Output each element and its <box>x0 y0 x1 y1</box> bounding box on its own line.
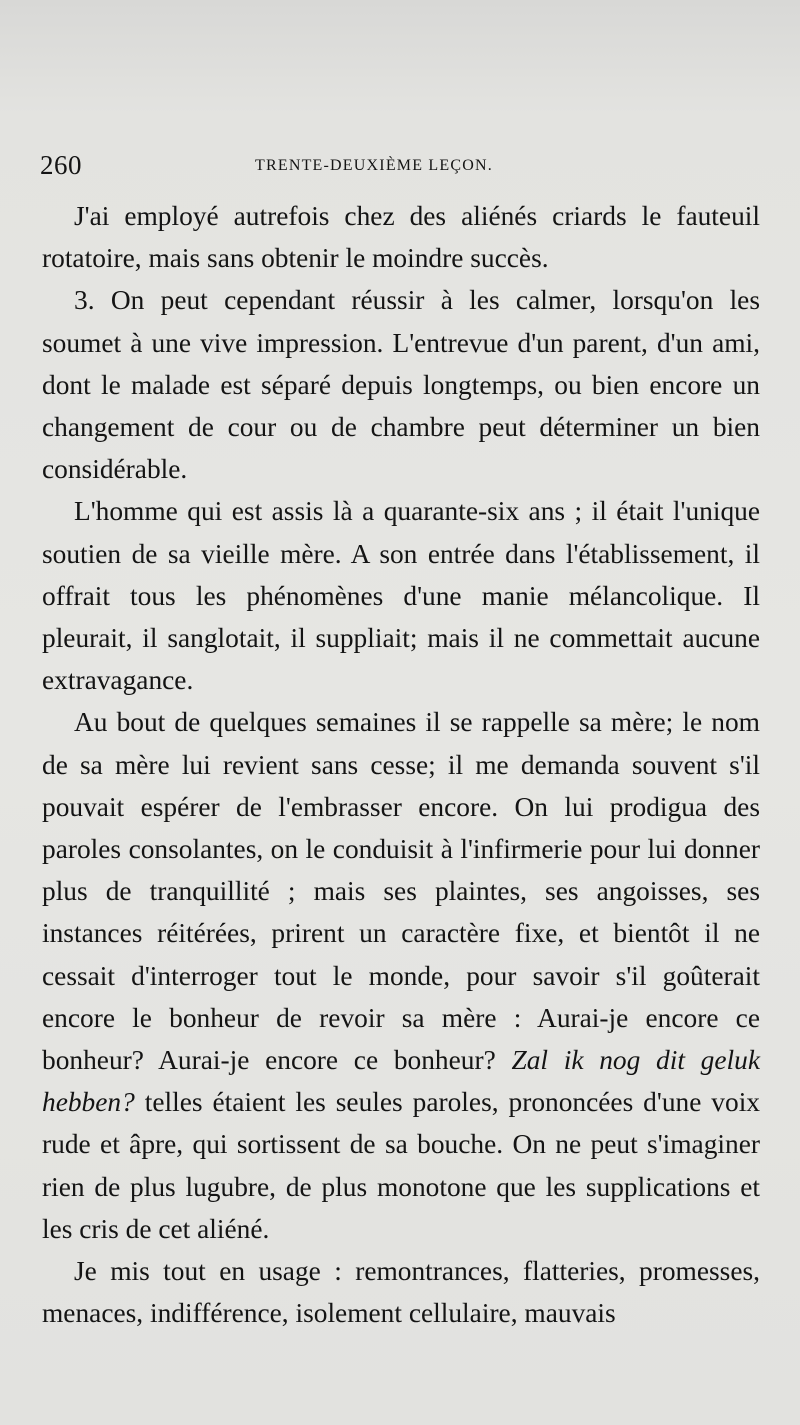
paragraph-5: Je mis tout en usage : remontrances, flatteries, promesses, menaces, indifférence, isolement cellulaire, mauvais <box>42 1256 760 1329</box>
body-text <box>42 195 760 1334</box>
paragraph-4 <box>42 701 760 1250</box>
running-head: TRENTE-DEUXIÈME LEÇON. <box>255 157 493 174</box>
paragraph-1: J'ai employé autrefois chez des aliénés criards le fauteuil rotatoire, mais sans obtenir le moindre succès. <box>42 201 760 274</box>
page-number: 260 <box>40 150 82 180</box>
paragraph-4-text-after: telles étaient les seules paroles, prononcées d'une voix rude et âpre, qui sortissent de sa bouche. On ne peut s'imaginer rien de plus lugubre, de plus monotone que les supplications et les cris de cet aliéné. <box>42 1087 760 1244</box>
page-header <box>40 150 760 186</box>
dutch-quotation: Zal ik nog dit geluk hebben? <box>42 1045 760 1118</box>
paragraph-4-text-before: Au bout de quelques semaines il se rappelle sa mère; le nom de sa mère lui revient sans cesse; il me demanda souvent s'il pouvait espérer de l'embrasser encore. On lui prodigua des paroles consolantes, on le conduisit à l'infirmerie pour lui donner plus de tranquillité ; mais ses plaintes, ses angoisses, ses instances réitérées, prirent un caractère fixe, et bientôt il ne cessait d'interroger tout le monde, pour savoir s'il goûterait encore le bonheur de revoir sa mère : Aurai-je encore ce bonheur? Aurai-je encore ce bonheur? <box>42 707 760 1076</box>
paragraph-2: 3. On peut cependant réussir à les calmer, lorsqu'on les soumet à une vive impression. L'entrevue d'un parent, d'un ami, dont le malade est séparé depuis longtemps, ou bien encore un changement de cour ou de chambre peut déterminer un bien considérable. <box>42 285 760 485</box>
paragraph-3: L'homme qui est assis là a quarante-six ans ; il était l'unique soutien de sa vieille mère. A son entrée dans l'établissement, il offrait tous les phénomènes d'une manie mélancolique. Il pleurait, il sanglotait, il suppliait; mais il ne commettait aucune extravagance. <box>42 496 760 696</box>
